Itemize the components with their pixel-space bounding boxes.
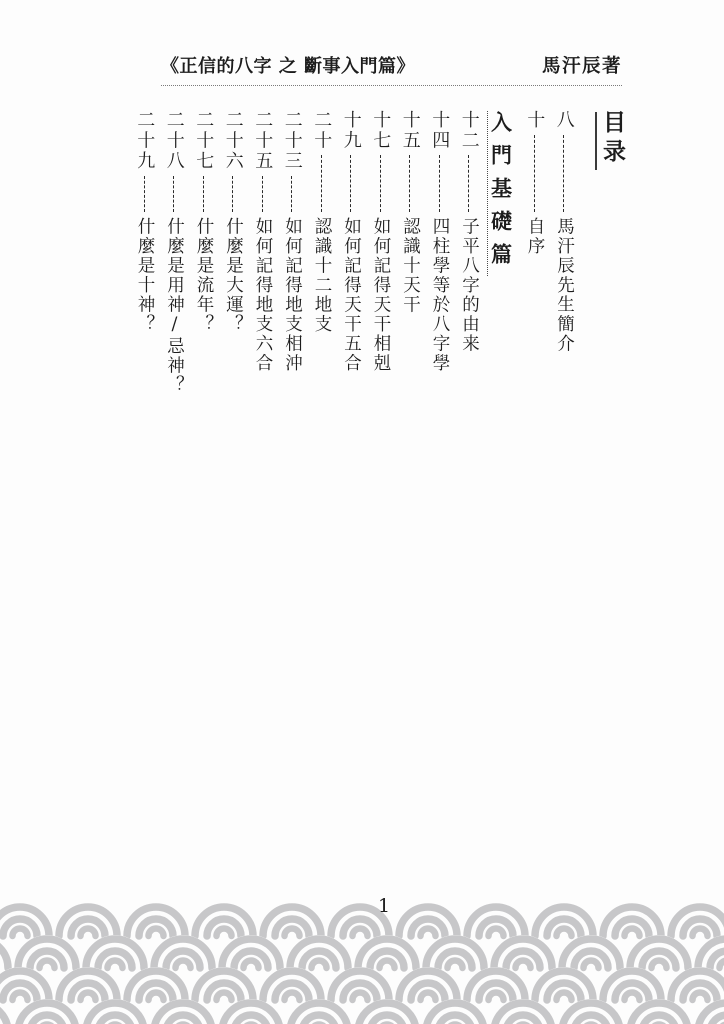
toc-entry-page-number: 二十 [311, 110, 333, 151]
book-title: 《正信的八字 之 斷事入門篇》 [161, 56, 416, 77]
toc-entry-page-number: 二十五 [252, 110, 274, 172]
toc-entry [130, 110, 160, 334]
toc-entry [248, 110, 278, 373]
toc-entry [159, 110, 189, 395]
wave-pattern-decoration [0, 903, 724, 1024]
toc-entry [277, 110, 307, 373]
toc-entry [395, 110, 425, 315]
toc-entry [307, 110, 337, 334]
toc-entry-title: 如何記得地支相沖 [282, 217, 303, 373]
toc-entry-title: 什麼是用神/忌神？ [164, 217, 185, 395]
toc-entry-page-number: 十 [524, 110, 546, 131]
toc-entry-title: 如何記得天干五合 [341, 217, 362, 373]
toc-entry-dashed-leader [439, 155, 440, 212]
toc-entry-page-number: 二十九 [134, 110, 156, 172]
toc-entry-title: 如何記得天干相剋 [371, 217, 391, 373]
toc-entry-page-number: 十五 [399, 110, 421, 151]
toc-entry-head [311, 110, 333, 217]
toc-entry-dashed-leader [468, 155, 469, 212]
page-header [161, 52, 622, 86]
toc-entry-title: 自序 [525, 217, 545, 256]
toc-entry-title: 馬汗辰先生簡介 [554, 217, 575, 354]
toc-entry-title: 子平八字的由来 [459, 217, 480, 354]
toc-entry-dashed-leader [409, 155, 410, 212]
toc-entry [425, 110, 455, 373]
toc-entry-page-number: 二十六 [222, 110, 244, 172]
toc-entry-head [252, 110, 274, 217]
page-number: 1 [378, 895, 391, 917]
toc-entry-head [429, 110, 451, 217]
toc-entry-dashed-leader [173, 176, 174, 213]
toc-entry-page-number: 二十八 [163, 110, 185, 172]
toc-entry-dashed-leader [321, 155, 322, 212]
toc-section-heading [484, 110, 520, 276]
toc-entry [454, 110, 484, 354]
toc-section-heading-text: 入門基礎篇 [488, 111, 514, 276]
toc-entry-title: 四柱學等於八字學 [430, 217, 450, 373]
toc-entry [336, 110, 366, 373]
toc-entry-dashed-leader [144, 176, 145, 213]
toc-entry-head [283, 110, 301, 217]
toc-entry-title: 認識十天干 [400, 217, 421, 315]
toc-entry-dashed-leader [291, 176, 292, 213]
toc-entry [366, 110, 396, 373]
toc-entry-title: 什麼是大運？ [223, 217, 244, 334]
toc-entry-page-number: 二十三 [281, 110, 303, 172]
toc-entry-title: 認識十二地支 [312, 217, 332, 334]
author-name: 馬汗辰著 [541, 56, 622, 77]
toc-entry-dashed-leader [350, 155, 351, 212]
toc-entry-page-number: 十二 [458, 110, 480, 151]
toc-entry-head [193, 110, 215, 217]
toc-entry-dashed-leader [262, 176, 263, 213]
toc-entry-dashed-leader [534, 135, 535, 213]
toc-entry [549, 110, 579, 354]
toc-entry-head [370, 110, 392, 217]
toc-entry-page-number: 二十七 [193, 110, 215, 172]
toc-entry-head [165, 110, 183, 217]
toc-entry-head [460, 110, 478, 217]
toc-entry-page-number: 八 [553, 110, 575, 131]
toc-entry-head [524, 110, 546, 217]
toc-entry-head [134, 110, 156, 217]
table-of-contents [130, 110, 625, 395]
toc-entry [189, 110, 219, 334]
toc-title-bar [595, 112, 598, 170]
toc-entry-title: 什麼是流年？ [194, 217, 214, 334]
toc-entry [218, 110, 248, 334]
toc-entry-title: 什麼是十神？ [135, 217, 155, 334]
toc-entry [520, 110, 550, 256]
toc-title [595, 110, 625, 170]
toc-entry-page-number: 十七 [370, 110, 392, 151]
toc-entry-dashed-leader [380, 155, 381, 212]
toc-entry-head [224, 110, 242, 217]
toc-title-text: 目录 [599, 110, 626, 168]
toc-entry-head [555, 110, 573, 217]
toc-entry-dashed-leader [232, 176, 233, 213]
toc-entry-dashed-leader [563, 135, 564, 213]
toc-entry-dashed-leader [203, 176, 204, 213]
toc-entry-page-number: 十九 [340, 110, 362, 151]
toc-entry-head [342, 110, 360, 217]
toc-entry-head [401, 110, 419, 217]
toc-entry-page-number: 十四 [429, 110, 451, 151]
toc-entry-title: 如何記得地支六合 [253, 217, 273, 373]
